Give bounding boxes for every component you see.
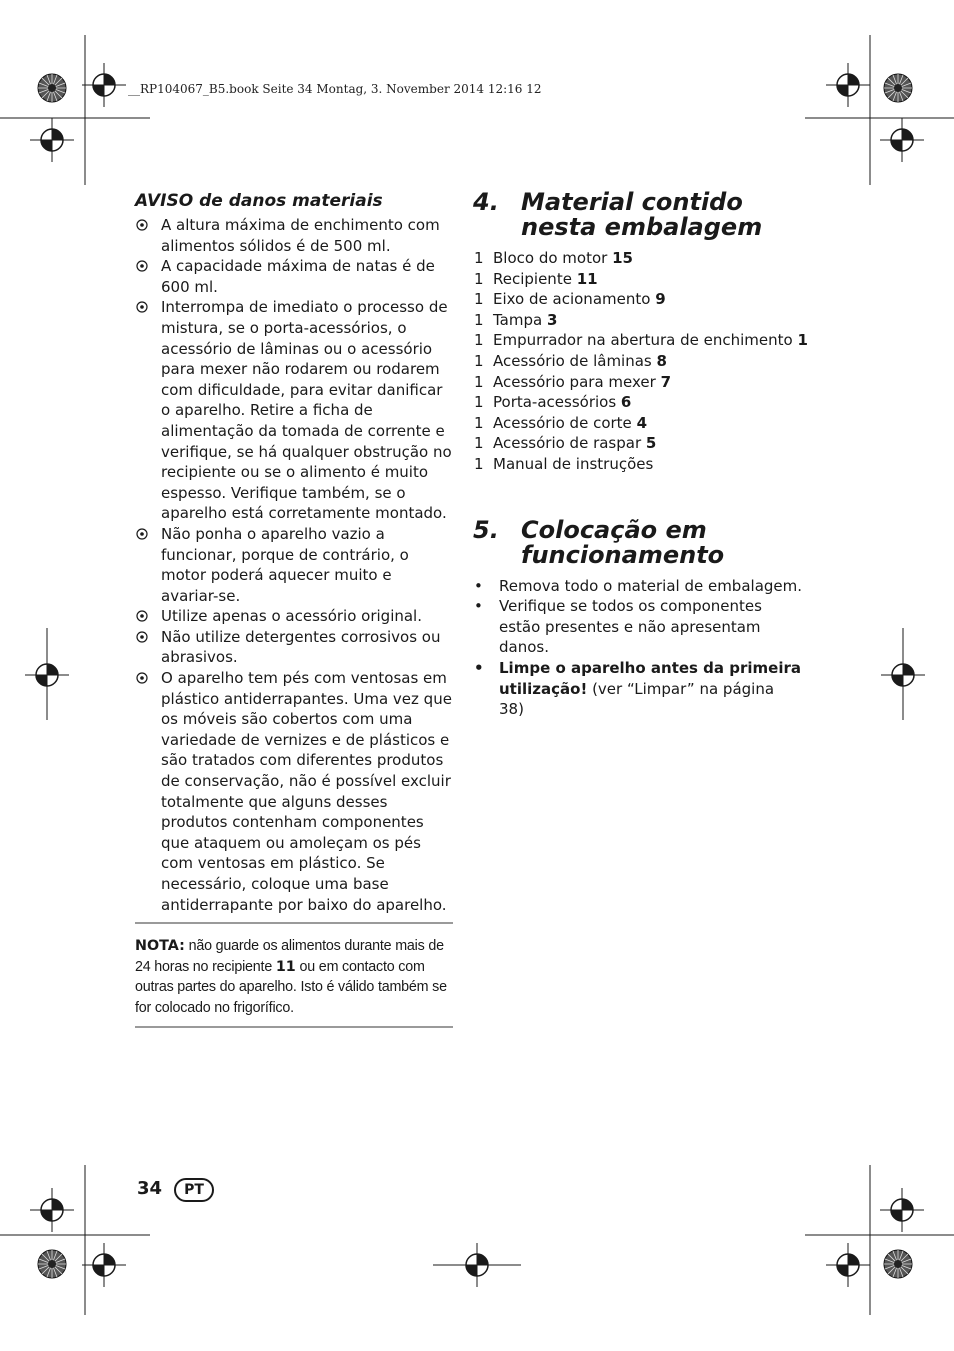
contents-item <box>473 269 803 290</box>
section-5-number: 5. <box>473 515 499 544</box>
item-name: Bloco do motor <box>493 249 613 267</box>
page-number: 34 <box>137 1178 163 1199</box>
contents-item <box>473 248 803 269</box>
step-item <box>473 658 803 720</box>
item-ref: 5 <box>645 434 657 453</box>
item-ref: 15 <box>612 249 633 267</box>
warning-text: Não ponha o aparelho vazio a funcionar, porque de contrário, o motor poderá aquecer muito e avariar-se. <box>161 524 409 605</box>
contents-item <box>473 330 808 351</box>
item-name: Eixo de acionamento <box>493 290 656 309</box>
warning-text: A altura máxima de enchimento com alimentos sólidos é de 500 ml. <box>161 216 440 255</box>
warning-item <box>135 668 453 915</box>
item-name: Acessório de lâminas <box>493 351 657 370</box>
bullet-dot-icon: • <box>474 658 484 677</box>
contents-item <box>473 454 803 475</box>
item-ref: 6 <box>620 393 632 412</box>
contents-item <box>473 413 803 434</box>
item-quantity: 1 <box>474 331 484 350</box>
section-4-title <box>473 190 803 240</box>
item-name: Acessório de raspar <box>493 434 646 453</box>
item-ref: 8 <box>656 351 667 370</box>
step-text: (ver “Limpar” na página 38) <box>499 679 775 719</box>
item-name: Acessório de corte <box>493 413 637 432</box>
item-quantity: 1 <box>474 351 484 370</box>
section-5-title <box>473 515 803 569</box>
language-badge: PT <box>174 1178 214 1202</box>
step-text: Verifique se todos os componentes estão presentes e não apresentam danos. <box>499 597 762 657</box>
item-ref: 4 <box>636 413 647 432</box>
contents-item <box>473 351 803 372</box>
nota-box <box>135 936 453 1018</box>
item-name: Acessório para mexer <box>493 372 661 391</box>
item-quantity: 1 <box>474 290 484 309</box>
warning-item <box>135 524 453 606</box>
circle-dot-bullet-icon <box>136 672 148 684</box>
steps-list <box>473 576 803 720</box>
item-quantity: 1 <box>474 434 484 453</box>
item-ref: 11 <box>576 269 598 288</box>
section-4-number: 4. <box>473 188 499 216</box>
circle-dot-bullet-icon <box>136 631 148 643</box>
section-5-heading: Colocação em funcionamento <box>521 515 725 569</box>
warning-item <box>135 215 453 256</box>
item-ref: 9 <box>655 290 666 309</box>
item-name: Manual de instruções <box>493 454 654 473</box>
nota-top-rule <box>135 922 453 924</box>
step-item <box>473 596 803 658</box>
warning-item <box>135 256 453 297</box>
item-ref: 1 <box>797 331 808 350</box>
nota-label: NOTA: <box>135 938 185 955</box>
step-text-bold: Limpe o aparelho antes da primeira utilização! <box>499 658 802 698</box>
nota-text-1: não guarde os alimentos durante mais de 24 horas no recipiente <box>135 938 444 975</box>
circle-dot-bullet-icon <box>136 260 148 272</box>
warning-item <box>135 606 453 627</box>
section-4-heading: Material contido nesta embalagem <box>521 188 763 241</box>
item-name: Empurrador na abertura de enchimento <box>493 331 798 350</box>
item-ref: 7 <box>660 372 671 391</box>
item-quantity: 1 <box>474 454 484 473</box>
item-quantity: 1 <box>474 413 484 432</box>
left-column <box>135 190 453 1028</box>
item-name: Porta-acessórios <box>493 393 621 412</box>
item-quantity: 1 <box>474 372 484 391</box>
warning-text: Interrompa de imediato o processo de mistura, se o porta-acessórios, o acessório de lâminas ou o acessório para mexer não rodarem ou rodarem com dificuldade, para evitar danificar o aparelho. Retire a ficha de alimentação da tomada de corrente e verifique, se há qualquer obstrução no recipiente ou se o alimento é muito espesso. Verifique também, se o aparelho está corretamente montado. <box>161 298 452 523</box>
warning-list <box>135 215 453 915</box>
right-column <box>473 188 808 720</box>
contents-item <box>473 392 803 413</box>
item-quantity: 1 <box>474 393 484 412</box>
step-item <box>473 576 803 597</box>
warning-text: Não utilize detergentes corrosivos ou abrasivos. <box>161 627 441 667</box>
item-name: Recipiente <box>493 269 577 288</box>
step-text: Remova todo o material de embalagem. <box>499 576 803 595</box>
nota-bottom-rule <box>135 1026 453 1028</box>
bullet-dot-icon: • <box>474 597 483 616</box>
item-name: Tampa <box>493 310 547 329</box>
aviso-title: AVISO de danos materiais <box>135 191 383 211</box>
warning-text: A capacidade máxima de natas é de 600 ml. <box>161 257 435 296</box>
print-header: __RP104067_B5.book Seite 34 Montag, 3. November 2014 12:16 12 <box>128 82 542 96</box>
warning-text: Utilize apenas o acessório original. <box>161 607 422 626</box>
contents-list <box>473 248 808 475</box>
circle-dot-bullet-icon <box>136 219 148 231</box>
circle-dot-bullet-icon <box>136 301 148 313</box>
circle-dot-bullet-icon <box>136 528 148 540</box>
contents-item <box>473 310 803 331</box>
circle-dot-bullet-icon <box>136 610 148 622</box>
contents-item <box>473 372 803 393</box>
warning-text: O aparelho tem pés com ventosas em plástico antiderrapantes. Uma vez que os móveis são cobertos com uma variedade de vernizes e de plásticos e são tratados com diferentes produtos de conservação, não é possível excluir totalmente que alguns desses produtos contenham componentes que ataquem ou amoleçam os pés com ventosas em plástico. Se necessário, coloque uma base antiderrapante por baixo do aparelho. <box>161 669 452 914</box>
item-quantity: 1 <box>474 269 484 288</box>
nota-ref: 11 <box>275 958 296 975</box>
contents-item <box>473 433 803 454</box>
item-ref: 3 <box>546 310 558 329</box>
bullet-dot-icon: • <box>474 576 483 595</box>
nota-text-2: ou em contacto com outras partes do aparelho. Isto é válido também se for colocado no frigorífico. <box>135 958 447 1016</box>
item-quantity: 1 <box>474 310 484 329</box>
contents-item <box>473 289 803 310</box>
warning-item <box>135 297 453 524</box>
item-quantity: 1 <box>474 249 484 267</box>
warning-item <box>135 627 453 668</box>
